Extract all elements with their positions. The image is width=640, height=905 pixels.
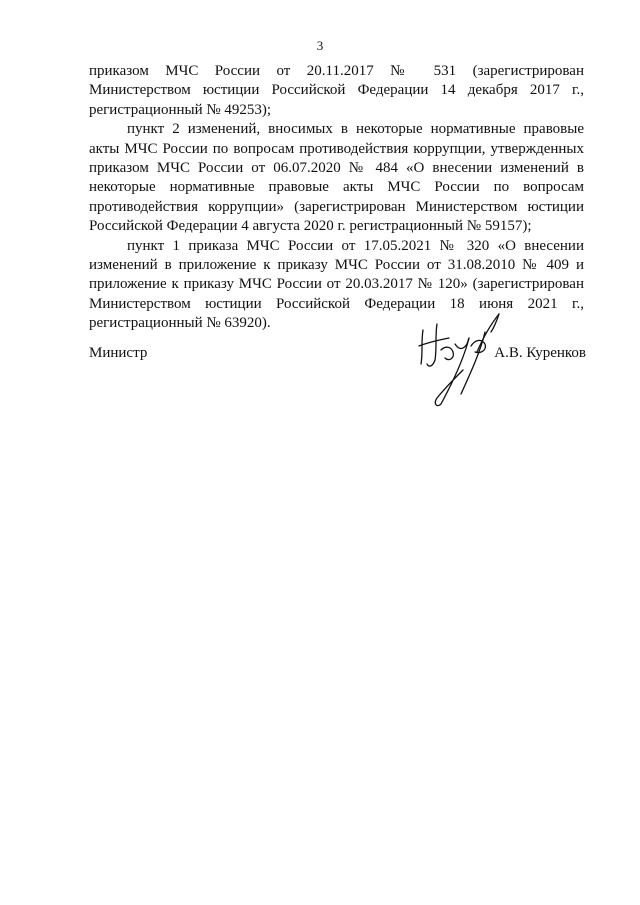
signer-title: Министр xyxy=(89,345,148,361)
signer-name: А.В. Куренков xyxy=(494,345,586,361)
page-number: 3 xyxy=(316,38,324,53)
paragraph-3: пункт 1 приказа МЧС России от 17.05.2021 № 320 «О внесении изменений в приложение к приказу МЧС России от 31.08.2010 № 409 и приложение к приказу МЧС России от 20.03.2017 № 120» (зарегистрирован Министерством юстиции Российской Федерации 18 июня 2021 г., регистрационный № 63920). xyxy=(89,237,584,332)
signature-block xyxy=(89,335,586,415)
paragraph-1: приказом МЧС России от 20.11.2017 № 531 (зарегистрирован Министерством юстиции Российской Федерации 14 декабря 2017 г., регистрационный № 49253); xyxy=(89,63,584,118)
document-body xyxy=(89,62,584,334)
paragraph-2: пункт 2 изменений, вносимых в некоторые нормативные правовые акты МЧС России по вопросам противодействия коррупции, утвержденных приказом МЧС России от 06.07.2020 № 484 «О внесении изменений в некоторые нормативные правовые акты МЧС России по вопросам противодействия коррупции» (зарегистрирован Министерством юстиции Российской Федерации 4 августа 2020 г. регистрационный № 59157); xyxy=(89,121,584,235)
handwritten-signature xyxy=(415,308,507,408)
